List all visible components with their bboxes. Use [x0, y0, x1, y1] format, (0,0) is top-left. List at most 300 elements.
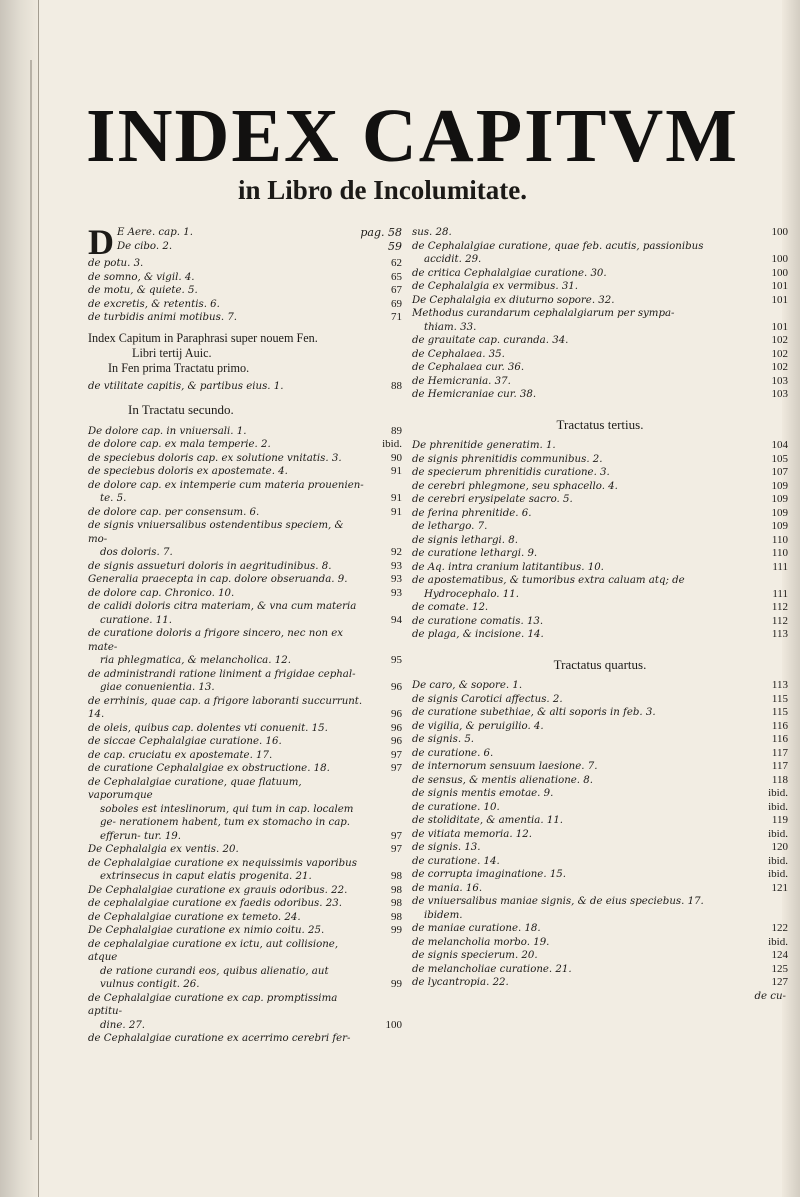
book-gutter [0, 0, 39, 1197]
entry-text [412, 280, 754, 294]
entry-text [88, 560, 368, 574]
entry-page: 103 [771, 388, 788, 400]
index-entry [88, 749, 402, 763]
entry-page: ibid. [768, 827, 788, 840]
entry-title: de internorum sensuum laesione. 7. [412, 761, 598, 772]
entry-page: 109 [771, 506, 788, 519]
entry-title: de curatione subethiae, & alti soporis in feb. 3. [412, 707, 656, 718]
entry-title: de cerebri erysipelate sacro. 5. [412, 494, 573, 505]
entry-page: 96 [391, 708, 402, 720]
page-title: INDEX CAPITVM [86, 94, 739, 178]
entry-title: de signis vniuersalibus ostendentibus speciem, & mo- [88, 520, 344, 545]
index-entry [412, 453, 788, 467]
index-entry [412, 240, 788, 267]
entry-text [412, 361, 754, 375]
entry-text [412, 267, 754, 281]
entry-title: de curatione. 10. [412, 801, 500, 813]
entry-text [412, 601, 754, 615]
entry-page: 110 [771, 533, 788, 546]
index-entry [412, 267, 788, 281]
entry-list [88, 425, 402, 1046]
entry-continuation: ibidem. [424, 909, 463, 921]
entry-text: De cibo. 2. [117, 240, 173, 252]
entry-title: de speciebus doloris cap. ex solutione vnitatis. 3. [88, 452, 342, 464]
entry-title: de Cephalalgiae curatione, quae flatuum, vaporumque [88, 776, 302, 801]
entry-list [88, 257, 402, 325]
index-entry [412, 574, 788, 601]
entry-title: De phrenitide generatim. 1. [412, 440, 556, 451]
entry-page: 125 [771, 962, 788, 975]
entry-text [88, 843, 368, 857]
entry-title: de Cephalalgiae curatione, quae feb. acutis, passionibus [412, 240, 704, 252]
entry-text [412, 375, 754, 389]
entry-page: 102 [771, 347, 788, 360]
entry-continuation: dine. 27. [100, 1019, 146, 1031]
intro-line: Index Capitum in Paraphrasi super nouem Fen. [88, 330, 318, 345]
entry-text [412, 841, 754, 855]
entry-page: 111 [772, 560, 788, 573]
entry-page: 111 [772, 587, 788, 600]
entry-text [88, 857, 368, 884]
entry-title: de signis specierum. 20. [412, 950, 538, 961]
entry-text [412, 334, 754, 348]
entry-text [88, 380, 368, 394]
index-entry [88, 762, 402, 776]
entry-page: 112 [771, 614, 788, 627]
entry-text [412, 814, 754, 828]
entry-title: de errhinis, quae cap. a frigore laboranti succurrunt. 14. [88, 695, 363, 720]
entry-title: de lethargo. 7. [412, 521, 488, 532]
index-entry [412, 534, 788, 548]
entry-page: 119 [771, 814, 788, 826]
index-entry [412, 507, 788, 521]
index-entry [88, 722, 402, 736]
entry-text [412, 615, 754, 629]
index-entry [88, 506, 402, 520]
entry-text [412, 963, 754, 977]
index-entry [412, 787, 788, 801]
index-entry [88, 380, 402, 394]
index-entry [88, 438, 402, 452]
entry-title: de dolore cap. ex mala temperie. 2. [88, 439, 271, 450]
index-intro [88, 331, 402, 376]
entry-title: de cephalalgiae curatione ex ictu, aut collisione, atque [88, 938, 339, 963]
index-entry [412, 520, 788, 534]
entry-text [412, 561, 754, 575]
entry-title: De Cephalalgiae curatione ex grauis odoribus. 22. [88, 884, 348, 896]
entry-continuation: ria phlegmatica, & melancholica. 12. [100, 655, 291, 666]
entry-text [88, 271, 368, 285]
index-entry [412, 801, 788, 815]
index-entry [412, 949, 788, 963]
entry-title: de siccae Cephalalgiae curatione. 16. [88, 736, 282, 747]
entry-text [88, 479, 368, 506]
entry-text [412, 855, 754, 869]
entry-text [88, 519, 368, 560]
entry-title: de speciebus doloris ex apostemate. 4. [88, 466, 288, 477]
entry-text [88, 587, 368, 601]
entry-page: 94 [391, 613, 402, 626]
entry-title: de maniae curatione. 18. [412, 923, 541, 934]
entry-continuation: extrinsecus in caput elatis progenita. 21. [100, 871, 312, 882]
entry-text [412, 534, 754, 548]
entry-page: 116 [771, 719, 788, 732]
entry-title: de curatione lethargi. 9. [412, 548, 538, 559]
entry-page: 98 [391, 897, 402, 909]
entry-text [88, 668, 368, 695]
index-entry [412, 561, 788, 575]
entry-text [88, 298, 368, 312]
index-entry [412, 733, 788, 747]
entry-text [412, 787, 754, 801]
entry-text [412, 439, 754, 453]
entry-text [88, 1032, 368, 1046]
entry-title: de curatione. 14. [412, 855, 500, 867]
entry-page: 71 [391, 311, 402, 323]
entry-page: 65 [391, 270, 402, 283]
index-entry [412, 895, 788, 922]
section-heading: In Tractatu secundo. [128, 402, 234, 417]
entry-title: de signis. 13. [412, 842, 481, 853]
entry-page: ibid. [768, 868, 788, 880]
index-entry [412, 922, 788, 936]
entry-list [88, 380, 402, 394]
index-entry [412, 963, 788, 977]
entry-title: de Aq. intra cranium latitantibus. 10. [412, 561, 604, 573]
entry-text [88, 897, 368, 911]
entry-title: de curatione comatis. 13. [412, 615, 544, 627]
entry-title: De Cephalalgiae curatione ex nimio coitu. 25. [88, 925, 325, 936]
entry-text [88, 425, 368, 439]
entry-title: de stoliditate, & amentia. 11. [412, 815, 564, 826]
entry-page: 93 [391, 559, 402, 572]
entry-page: 117 [771, 760, 788, 772]
entry-text [412, 574, 754, 601]
entry-text [412, 828, 754, 842]
entry-text [412, 294, 754, 308]
first-entry [88, 226, 402, 257]
entry-text [88, 257, 368, 271]
entry-continuation: de ratione curandi eos, quibus alienatio, aut vulnus contigit. 26. [100, 965, 329, 990]
entry-page: 93 [391, 586, 402, 599]
entry-page: 109 [771, 493, 788, 505]
entry-page: 116 [771, 733, 788, 745]
entry-page: 97 [391, 748, 402, 761]
entry-text [88, 573, 368, 587]
entry-text [412, 706, 754, 720]
page-subtitle: in Libro de Incolumitate. [238, 175, 528, 205]
entry-page: 97 [391, 762, 402, 774]
entry-title: de apostematibus, & tumoribus extra caluam atq; de [412, 575, 685, 586]
entry-page: 91 [391, 465, 402, 477]
index-entry [88, 911, 402, 925]
entry-page: 118 [771, 773, 788, 786]
entry-title: de signis. 5. [412, 734, 475, 745]
section-heading: Tractatus quartus. [553, 656, 647, 672]
index-entry [412, 615, 788, 629]
entry-title: de Cephalalgiae curatione ex nequissimis vaporibus [88, 857, 357, 869]
entry-text [88, 438, 368, 452]
entry-continuation: giae conuenientia. 13. [100, 682, 215, 693]
drop-capital: D [88, 226, 114, 257]
entry-text [412, 882, 754, 896]
entry-title: sus. 28. [412, 227, 452, 238]
entry-title: de Cephalalgiae curatione ex temeto. 24. [88, 911, 301, 923]
entry-title: de dolore cap. ex intemperie cum materia prouenien- [88, 479, 364, 491]
entry-page: 96 [391, 721, 402, 734]
entry-title: de Cephalaea. 35. [412, 348, 505, 360]
index-entry [412, 828, 788, 842]
index-entry [412, 706, 788, 720]
index-entry [412, 493, 788, 507]
index-entry [412, 868, 788, 882]
entry-title: De Cephalalgia ex ventis. 20. [88, 844, 239, 855]
entry-title: de dolore cap. Chronico. 10. [88, 587, 235, 599]
index-entry [412, 882, 788, 896]
index-entry [88, 897, 402, 911]
index-entry [412, 439, 788, 453]
entry-page: ibid. [768, 800, 788, 813]
index-entry [88, 573, 402, 587]
entry-page: 90 [391, 451, 402, 464]
entry-page: 99 [391, 924, 402, 936]
entry-text: E Aere. cap. 1. [117, 227, 193, 238]
entry-page: 99 [391, 978, 402, 990]
entry-text [412, 693, 754, 707]
entry-text [412, 507, 754, 521]
entry-page: 109 [771, 520, 788, 532]
index-entry [88, 668, 402, 695]
entry-list [412, 679, 788, 990]
entry-text [412, 949, 754, 963]
index-entry [412, 348, 788, 362]
index-entry [412, 547, 788, 561]
entry-page: 98 [391, 870, 402, 882]
index-entry [88, 938, 402, 992]
entry-text [412, 868, 754, 882]
entry-text [412, 895, 754, 922]
entry-page: 104 [771, 439, 788, 451]
index-entry [88, 735, 402, 749]
entry-title: de Cephalalgiae curatione ex acerrimo cerebri fer- [88, 1033, 351, 1044]
entry-page: 113 [771, 679, 788, 691]
intro-line: Libri tertij Auic. [132, 345, 212, 360]
entry-text [412, 976, 754, 990]
index-entry [412, 280, 788, 294]
entry-title: de administrandi ratione liniment a frigidae cephal- [88, 668, 356, 680]
entry-page: 91 [391, 492, 402, 504]
entry-title: de cerebri phlegmone, seu sphacello. 4. [412, 480, 618, 492]
index-entry [412, 601, 788, 615]
entry-continuation: thiam. 33. [424, 321, 477, 333]
entry-title: de potu. 3. [88, 258, 144, 269]
entry-title: de signis assueturi doloris in aegritudinibus. 8. [88, 560, 332, 572]
index-entry [88, 843, 402, 857]
entry-text [88, 600, 368, 627]
entry-title: de cephalalgiae curatione ex faedis odoribus. 23. [88, 898, 342, 909]
entry-title: de signis lethargi. 8. [412, 534, 518, 546]
intro-line: In Fen prima Tractatu primo. [108, 360, 250, 375]
entry-page: 109 [771, 479, 788, 492]
entry-text [88, 465, 368, 479]
entry-text [412, 936, 754, 950]
entry-title: de signis phrenitidis communibus. 2. [412, 453, 603, 465]
index-entry [412, 747, 788, 761]
entry-title: de Cephalaea cur. 36. [412, 362, 525, 373]
entry-text [88, 722, 368, 736]
index-entry [412, 361, 788, 375]
entry-page: 102 [771, 361, 788, 373]
entry-title: de calidi doloris citra materiam, & vna cum materia [88, 601, 357, 612]
entry-text [88, 938, 368, 992]
entry-text [412, 922, 754, 936]
entry-title: de turbidis animi motibus. 7. [88, 312, 238, 323]
index-entry [412, 628, 788, 642]
entry-text [88, 749, 368, 763]
index-entry [88, 479, 402, 506]
entry-title: de corrupta imaginatione. 15. [412, 869, 567, 880]
entry-title: de dolore cap. per consensum. 6. [88, 506, 260, 518]
entry-page: 95 [391, 654, 402, 666]
entry-title: Methodus curandarum cephalalgiarum per sympa- [412, 308, 675, 319]
entry-page: 89 [391, 424, 402, 437]
index-entry [88, 425, 402, 439]
entry-text [88, 776, 368, 844]
index-entry [88, 1032, 402, 1046]
entry-text [412, 747, 754, 761]
index-entry [88, 519, 402, 560]
entry-text [88, 627, 368, 668]
entry-title: de Cephalalgia ex vermibus. 31. [412, 281, 579, 292]
entry-text [88, 992, 368, 1033]
entry-text [88, 884, 368, 898]
entry-text [88, 762, 368, 776]
entry-text [412, 679, 754, 693]
index-entry [412, 388, 788, 402]
entry-text [88, 284, 368, 298]
entry-text [412, 307, 754, 334]
index-entry [88, 452, 402, 466]
index-entry [88, 271, 402, 285]
index-entry [88, 924, 402, 938]
index-entry [412, 375, 788, 389]
entry-page: 101 [771, 293, 788, 306]
entry-text [88, 311, 368, 325]
entry-page: 100 [385, 1018, 402, 1031]
entry-title: de curatione. 6. [412, 747, 494, 759]
entry-continuation: dos doloris. 7. [100, 547, 173, 558]
entry-page: ibid. [768, 787, 788, 799]
index-entry [88, 465, 402, 479]
entry-text [412, 628, 754, 642]
right-column [412, 226, 788, 1003]
entry-page: 101 [771, 280, 788, 292]
index-entry [88, 776, 402, 844]
left-column [88, 226, 402, 1046]
entry-text [88, 924, 368, 938]
entry-text [412, 226, 754, 240]
entry-title: de mania. 16. [412, 882, 483, 894]
entry-title: de melancholia morbo. 19. [412, 936, 550, 948]
index-entry [88, 587, 402, 601]
entry-page: 105 [771, 452, 788, 465]
catchword: de cu- [754, 990, 786, 1002]
index-entry [412, 855, 788, 869]
entry-page: 93 [391, 573, 402, 585]
entry-list [412, 226, 788, 402]
index-entry [412, 693, 788, 707]
entry-page: 100 [771, 266, 788, 279]
entry-text [412, 774, 754, 788]
index-entry [88, 627, 402, 668]
entry-page: 97 [391, 829, 402, 842]
entry-title: de somno, & vigil. 4. [88, 271, 195, 283]
entry-page: 69 [391, 297, 402, 310]
entry-page: 97 [391, 843, 402, 855]
entry-page: 122 [771, 922, 788, 934]
index-entry [412, 307, 788, 334]
index-entry [412, 774, 788, 788]
entry-title: de motu, & quiete. 5. [88, 285, 198, 296]
index-entry [88, 284, 402, 298]
entry-page: 88 [391, 379, 402, 392]
entry-page: pag. 58 [360, 226, 402, 239]
entry-page: ibid. [382, 438, 402, 450]
index-entry [412, 976, 788, 990]
entry-title: de grauitate cap. curanda. 34. [412, 335, 569, 346]
index-entry [412, 720, 788, 734]
entry-text [412, 520, 754, 534]
entry-title: de melancholiae curatione. 21. [412, 963, 572, 975]
entry-page: 112 [771, 601, 788, 613]
entry-title: de Hemicraniae cur. 38. [412, 389, 537, 400]
entry-text [412, 240, 754, 267]
entry-page: 115 [771, 692, 788, 705]
entry-title: de specierum phrenitidis curatione. 3. [412, 467, 610, 478]
entry-continuation: accidit. 29. [424, 254, 482, 265]
entry-continuation: Hydrocephalo. 11. [424, 588, 519, 600]
index-entry [88, 857, 402, 884]
entry-title: de critica Cephalalgiae curatione. 30. [412, 267, 607, 279]
index-entry [412, 466, 788, 480]
index-entry [88, 600, 402, 627]
entry-text [88, 695, 368, 722]
entry-title: de curatione doloris a frigore sincero, nec non ex mate- [88, 628, 344, 653]
entry-title: de signis mentis emotae. 9. [412, 788, 554, 799]
entry-title: de plaga, & incisione. 14. [412, 629, 544, 640]
entry-text [412, 760, 754, 774]
entry-page: 98 [391, 910, 402, 923]
index-entry [88, 695, 402, 722]
index-entry [88, 311, 402, 325]
entry-page: ibid. [768, 854, 788, 867]
section-heading: Tractatus tertius. [556, 416, 644, 432]
index-entry [412, 226, 788, 240]
entry-page: 113 [771, 628, 788, 640]
entry-text [412, 348, 754, 362]
entry-list [412, 439, 788, 642]
index-entry [88, 560, 402, 574]
entry-title: de vigilia, & peruigilio. 4. [412, 720, 544, 732]
entry-page: 117 [771, 746, 788, 759]
entry-page: 120 [771, 841, 788, 853]
entry-page: 124 [771, 949, 788, 961]
entry-title: de Cephalalgiae curatione ex cap. promptissima aptitu- [88, 992, 338, 1017]
entry-page: 127 [771, 976, 788, 988]
entry-title: de comate. 12. [412, 602, 489, 613]
entry-continuation: curatione. 11. [100, 614, 172, 626]
entry-page: 96 [391, 735, 402, 747]
